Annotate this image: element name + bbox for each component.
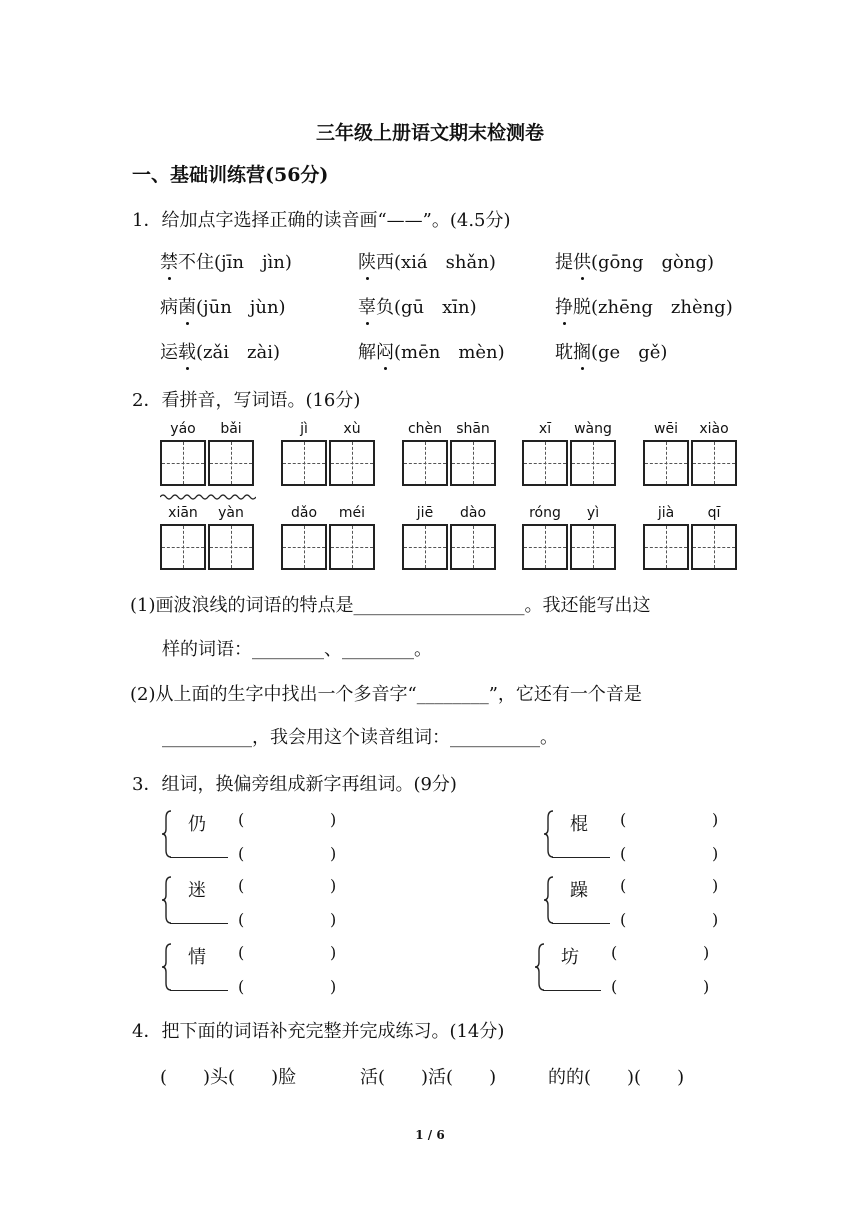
item-text: (mēn mèn): [394, 342, 505, 363]
open-paren: (: [620, 844, 627, 863]
reading-item: [160, 248, 292, 274]
close-paren: ): [712, 876, 719, 895]
brace-icon: [544, 876, 554, 924]
item-text: 脱(zhēng zhèng): [573, 297, 733, 318]
pinyin-label: yáo: [170, 421, 196, 437]
dotted-char: 陕: [358, 248, 376, 274]
item-text: 运: [160, 342, 178, 363]
dotted-char: 挣: [555, 293, 573, 319]
given-char: 情: [188, 947, 206, 968]
writing-grid[interactable]: [643, 440, 739, 486]
pinyin-label: wàng: [574, 421, 612, 437]
tianzige-cell[interactable]: [281, 440, 327, 486]
question-2: 2．看拼音，写词语。(16分): [132, 390, 361, 411]
pinyin-label: bǎi: [220, 421, 242, 437]
open-paren: (: [238, 910, 245, 929]
close-paren: ): [712, 844, 719, 863]
question-2-sub-2b: __________，我会用这个读音组词：__________。: [162, 727, 558, 748]
pinyin-label: xiān: [168, 505, 198, 521]
tianzige-cell[interactable]: [643, 440, 689, 486]
close-paren: ): [703, 943, 710, 962]
writing-grid[interactable]: [281, 440, 377, 486]
writing-grid[interactable]: [522, 440, 618, 486]
page-title: 三年级上册语文期末检测卷: [315, 122, 544, 144]
open-paren: (: [620, 876, 627, 895]
reading-item: [555, 338, 667, 364]
reading-item: [160, 338, 280, 364]
dotted-char: 搁: [573, 338, 591, 364]
pinyin-label: jiē: [416, 505, 434, 521]
pinyin-label: wēi: [654, 421, 678, 437]
close-paren: ): [330, 810, 337, 829]
word-answer-blank[interactable]: [628, 810, 710, 832]
question-4-item-3: 的的( )( ): [548, 1067, 685, 1088]
tianzige-cell[interactable]: [402, 440, 448, 486]
open-paren: (: [238, 844, 245, 863]
item-text: 解: [358, 342, 376, 363]
tianzige-cell[interactable]: [450, 440, 496, 486]
word-answer-blank[interactable]: [628, 844, 710, 866]
close-paren: ): [330, 910, 337, 929]
reading-item: [358, 248, 496, 274]
reading-item: [160, 293, 286, 319]
item-text: 负(gū xīn): [376, 297, 477, 318]
tianzige-cell[interactable]: [281, 524, 327, 570]
question-4-item-1: ( )头( )脸: [160, 1067, 297, 1088]
word-answer-blank[interactable]: [246, 876, 328, 898]
tianzige-cell[interactable]: [329, 440, 375, 486]
open-paren: (: [620, 910, 627, 929]
close-paren: ): [330, 977, 337, 996]
page-number: 1 / 6: [415, 1128, 445, 1142]
item-text: (gōng gòng): [591, 252, 714, 273]
question-4: 4．把下面的词语补充完整并完成练习。(14分): [132, 1021, 505, 1042]
pinyin-label: xù: [343, 421, 361, 437]
pinyin-label: jì: [300, 421, 308, 437]
word-answer-blank[interactable]: [628, 910, 710, 932]
tianzige-cell[interactable]: [691, 440, 737, 486]
item-text: (jūn jùn): [196, 297, 286, 318]
word-answer-blank[interactable]: [246, 844, 328, 866]
reading-item: [358, 293, 477, 319]
pinyin-label: xī: [538, 421, 552, 437]
close-paren: ): [330, 844, 337, 863]
open-paren: (: [611, 943, 618, 962]
pinyin-label: shān: [456, 421, 490, 437]
brace-icon: [535, 943, 545, 991]
pinyin-label: méi: [338, 505, 366, 521]
new-char-blank[interactable]: [552, 923, 610, 924]
open-paren: (: [238, 943, 245, 962]
new-char-blank[interactable]: [170, 923, 228, 924]
tianzige-cell[interactable]: [208, 524, 254, 570]
reading-item: [358, 338, 505, 364]
tianzige-cell[interactable]: [522, 524, 568, 570]
writing-grid[interactable]: [643, 524, 739, 570]
open-paren: (: [611, 977, 618, 996]
new-char-blank[interactable]: [543, 990, 601, 991]
question-3: 3．组词，换偏旁组成新字再组词。(9分): [132, 774, 457, 795]
dotted-char: 供: [573, 248, 591, 274]
word-answer-blank[interactable]: [246, 977, 328, 999]
writing-grid[interactable]: [402, 524, 498, 570]
dotted-char: 载: [178, 338, 196, 364]
word-answer-blank[interactable]: [246, 810, 328, 832]
tianzige-cell[interactable]: [160, 524, 206, 570]
question-4-item-2: 活( )活( ): [360, 1067, 497, 1088]
pinyin-label: dǎo: [290, 505, 318, 521]
pinyin-label: jià: [657, 505, 675, 521]
brace-icon: [162, 876, 172, 924]
tianzige-cell[interactable]: [402, 524, 448, 570]
word-answer-blank[interactable]: [246, 943, 328, 965]
pinyin-label: dào: [459, 505, 487, 521]
question-2-sub-1b: 样的词语：________、________。: [162, 639, 432, 660]
dotted-char: 闷: [376, 338, 394, 364]
tianzige-cell[interactable]: [643, 524, 689, 570]
question-1: 1．给加点字选择正确的读音画“——”。(4.5分): [132, 210, 511, 231]
close-paren: ): [330, 876, 337, 895]
tianzige-cell[interactable]: [450, 524, 496, 570]
writing-grid[interactable]: [160, 524, 256, 570]
close-paren: ): [330, 943, 337, 962]
dotted-char: 辜: [358, 293, 376, 319]
new-char-blank[interactable]: [170, 990, 228, 991]
item-text: (zǎi zài): [196, 342, 280, 363]
given-char: 棍: [570, 814, 588, 835]
item-text: 西(xiá shǎn): [376, 252, 496, 273]
pinyin-label: chèn: [407, 421, 443, 437]
open-paren: (: [238, 977, 245, 996]
wavy-underline: [160, 493, 256, 501]
tianzige-cell[interactable]: [570, 440, 616, 486]
close-paren: ): [703, 977, 710, 996]
open-paren: (: [620, 810, 627, 829]
writing-grid[interactable]: [160, 440, 256, 486]
item-text: 提: [555, 252, 573, 273]
reading-item: [555, 293, 733, 319]
word-answer-blank[interactable]: [619, 977, 701, 999]
writing-grid[interactable]: [402, 440, 498, 486]
given-char: 仍: [188, 814, 206, 835]
writing-grid[interactable]: [281, 524, 377, 570]
writing-grid[interactable]: [522, 524, 618, 570]
tianzige-cell[interactable]: [208, 440, 254, 486]
tianzige-cell[interactable]: [160, 440, 206, 486]
pinyin-label: yàn: [218, 505, 244, 521]
reading-item: [555, 248, 714, 274]
close-paren: ): [712, 810, 719, 829]
item-text: (ge gě): [591, 342, 668, 363]
pinyin-label: qī: [707, 505, 721, 521]
dotted-char: 菌: [178, 293, 196, 319]
new-char-blank[interactable]: [170, 857, 228, 858]
open-paren: (: [238, 876, 245, 895]
tianzige-cell[interactable]: [691, 524, 737, 570]
pinyin-label: róng: [529, 505, 561, 521]
question-2-sub-1a: (1)画波浪线的词语的特点是___________________。我还能写出这: [130, 595, 651, 616]
item-text: 不住(jīn jìn): [178, 252, 292, 273]
pinyin-label: xiào: [699, 421, 729, 437]
pinyin-label: yì: [586, 505, 600, 521]
item-text: 耽: [555, 342, 573, 363]
tianzige-cell[interactable]: [522, 440, 568, 486]
section-heading: 一、基础训练营(56分): [132, 164, 329, 186]
given-char: 迷: [188, 880, 206, 901]
brace-icon: [162, 943, 172, 991]
word-answer-blank[interactable]: [619, 943, 701, 965]
new-char-blank[interactable]: [552, 857, 610, 858]
tianzige-cell[interactable]: [570, 524, 616, 570]
word-answer-blank[interactable]: [246, 910, 328, 932]
question-2-sub-2a: (2)从上面的生字中找出一个多音字“________”，它还有一个音是: [130, 684, 642, 705]
dotted-char: 禁: [160, 248, 178, 274]
tianzige-cell[interactable]: [329, 524, 375, 570]
word-answer-blank[interactable]: [628, 876, 710, 898]
open-paren: (: [238, 810, 245, 829]
item-text: 病: [160, 297, 178, 318]
given-char: 坊: [561, 947, 579, 968]
brace-icon: [162, 810, 172, 858]
close-paren: ): [712, 910, 719, 929]
brace-icon: [544, 810, 554, 858]
given-char: 躁: [570, 880, 588, 901]
